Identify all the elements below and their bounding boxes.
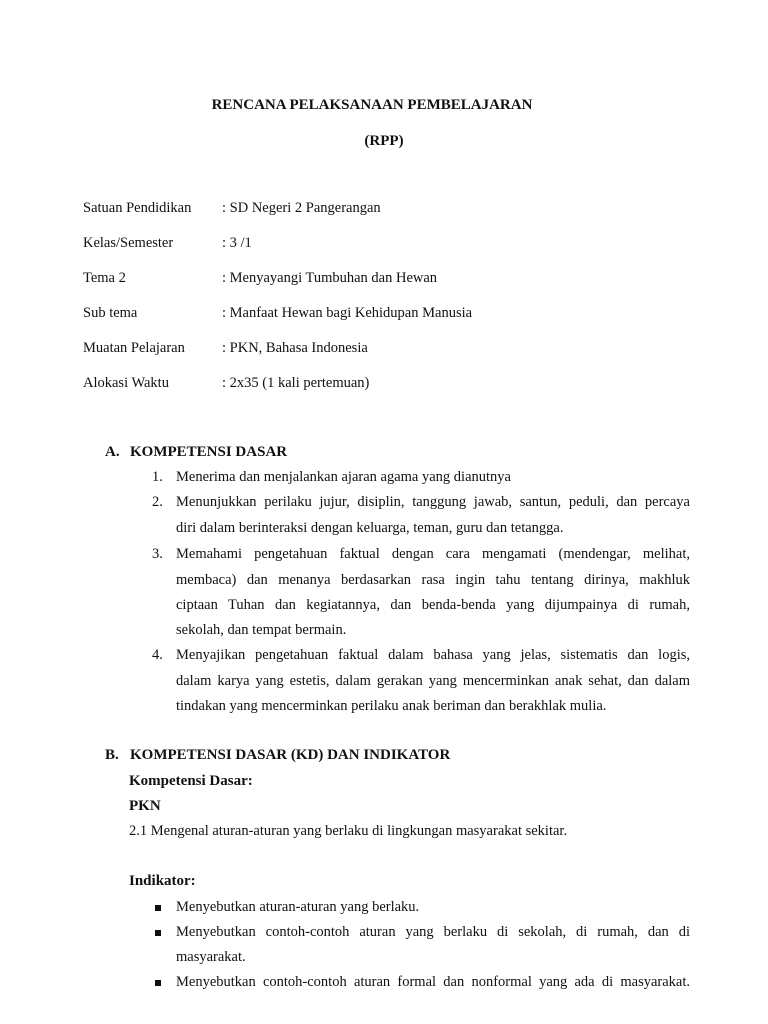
identity-value: : PKN, Bahasa Indonesia xyxy=(222,340,368,356)
identity-key: Muatan Pelajaran xyxy=(83,340,185,356)
bullet-line: Menyebutkan contoh-contoh aturan yang berlaku di sekolah, di rumah, dan di xyxy=(176,924,690,940)
item-number: 1. xyxy=(152,469,163,485)
bullet-line: Menyebutkan aturan-aturan yang berlaku. xyxy=(176,899,420,915)
bullet-line: masyarakat. xyxy=(176,949,246,965)
item-line: membaca) dan menanya berdasarkan rasa ingin tahu tentang dirinya, makhluk xyxy=(176,572,690,588)
section-title: KOMPETENSI DASAR xyxy=(130,444,288,460)
document-title: RENCANA PELAKSANAAN PEMBELAJARAN xyxy=(211,97,533,113)
identity-key: Satuan Pendidikan xyxy=(83,200,192,216)
indikator-label: Indikator: xyxy=(129,873,196,889)
item-line: Memahami pengetahuan faktual dengan cara mengamati (mendengar, melihat, xyxy=(176,546,690,562)
item-line: Menunjukkan perilaku jujur, disiplin, tanggung jawab, santun, peduli, dan percaya xyxy=(176,494,690,510)
section-a-heading xyxy=(105,444,287,461)
item-line: Menyajikan pengetahuan faktual dalam bahasa yang jelas, sistematis dan logis, xyxy=(176,647,690,663)
square-bullet-icon xyxy=(155,930,161,936)
square-bullet-icon xyxy=(155,980,161,986)
identity-key: Alokasi Waktu xyxy=(83,375,169,391)
kd-text: 2.1 Mengenal aturan-aturan yang berlaku di lingkungan masyarakat sekitar. xyxy=(129,823,568,839)
item-line: dalam karya yang estetis, dalam gerakan yang mencerminkan anak sehat, dan dalam xyxy=(176,673,690,689)
document-subtitle: (RPP) xyxy=(364,133,404,149)
identity-key: Kelas/Semester xyxy=(83,235,174,251)
square-bullet-icon xyxy=(155,905,161,911)
identity-value: : 2x35 (1 kali pertemuan) xyxy=(222,375,370,391)
subject-label: PKN xyxy=(129,798,161,814)
bullet-line: Menyebutkan contoh-contoh aturan formal dan nonformal yang ada di masyarakat. xyxy=(176,974,690,990)
identity-value: : SD Negeri 2 Pangerangan xyxy=(222,200,381,216)
item-line: sekolah, dan tempat bermain. xyxy=(176,622,347,638)
item-number: 4. xyxy=(152,647,163,663)
identity-key: Tema 2 xyxy=(83,270,126,286)
section-b-heading xyxy=(105,747,450,764)
item-line: tindakan yang mencerminkan perilaku anak beriman dan berakhlak mulia. xyxy=(176,698,607,714)
kd-label: Kompetensi Dasar: xyxy=(129,773,253,789)
item-line: ciptaan Tuhan dan kegiatannya, dan benda-benda yang dijumpainya di rumah, xyxy=(176,597,690,613)
section-letter: B. xyxy=(105,747,119,763)
item-line: diri dalam berinteraksi dengan keluarga, teman, guru dan tetangga. xyxy=(176,520,564,536)
item-line: Menerima dan menjalankan ajaran agama yang dianutnya xyxy=(176,469,511,485)
identity-value: : 3 /1 xyxy=(222,235,252,251)
item-number: 2. xyxy=(152,494,163,510)
identity-key: Sub tema xyxy=(83,305,138,321)
item-number: 3. xyxy=(152,546,163,562)
section-title: KOMPETENSI DASAR (KD) DAN INDIKATOR xyxy=(130,747,451,763)
identity-value: : Menyayangi Tumbuhan dan Hewan xyxy=(222,270,438,286)
identity-value: : Manfaat Hewan bagi Kehidupan Manusia xyxy=(222,305,473,321)
section-letter: A. xyxy=(105,444,120,460)
